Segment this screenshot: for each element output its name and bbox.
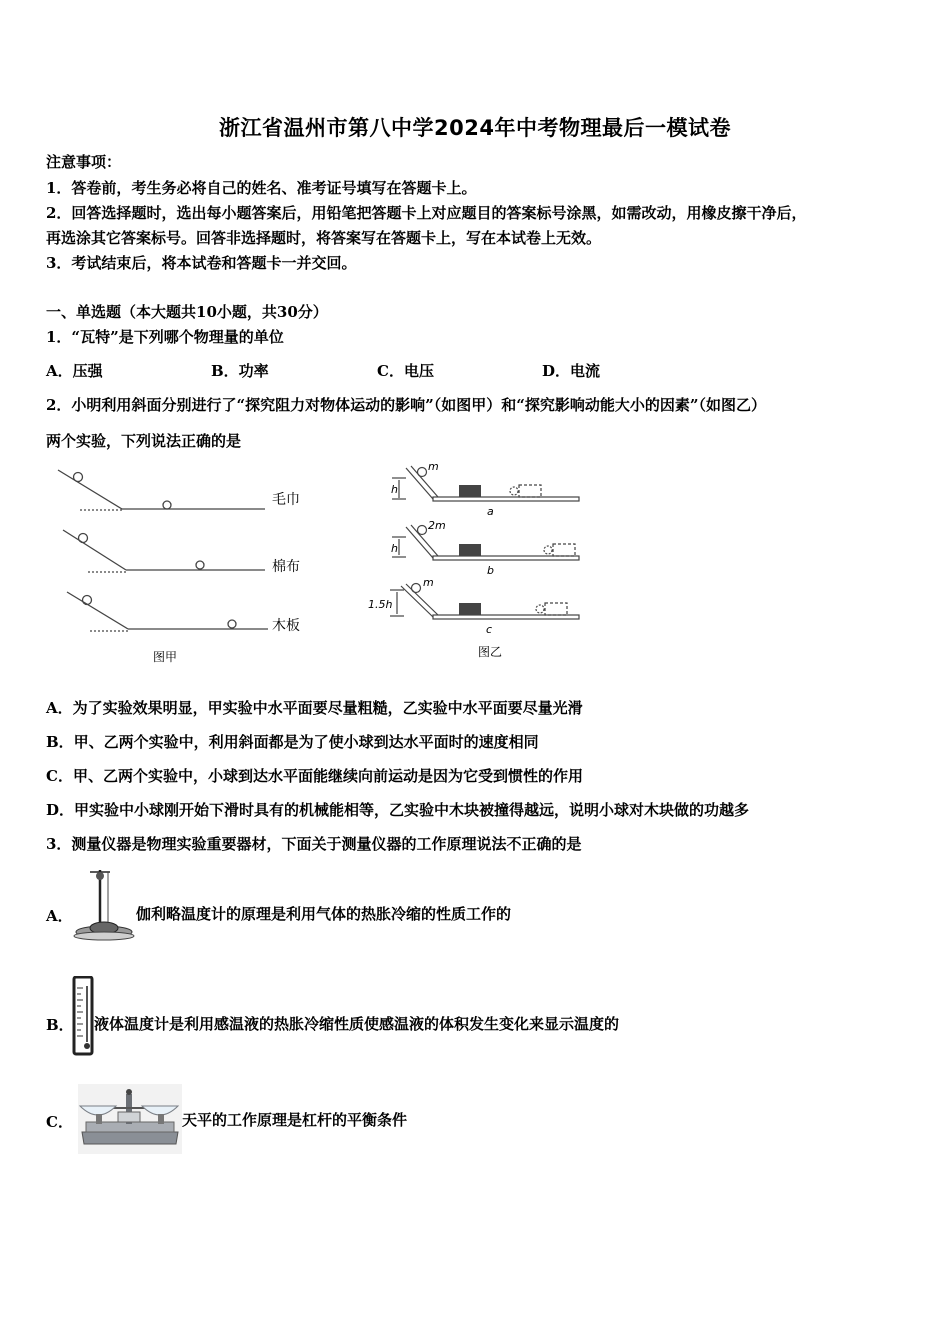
q1-stem: 1．“瓦特”是下列哪个物理量的单位 [46,328,284,346]
q3-option-a-text: 伽利略温度计的原理是利用气体的热胀冷缩的性质工作的 [136,905,512,923]
notice-heading: 注意事项： [46,153,122,171]
q3-option-b-text: 液体温度计是利用感温液的热胀冷缩性质使感温液的体积发生变化来显示温度的 [94,1015,620,1033]
notice-item-2-line-1: 2．回答选择题时，选出每小题答案后，用铅笔把答题卡上对应题目的答案标号涂黑，如需改动，用橡皮擦干净后， [46,204,807,222]
q3-option-b-letter: B． [46,1016,74,1034]
page-title: 浙江省温州市第八中学2024年中考物理最后一模试卷 [219,116,731,140]
section-heading: 一、单选题（本大题共10小题，共30分） [46,303,328,321]
q1-option-c: C．电压 [377,362,434,380]
fig-yi-sub-c: c [486,623,493,636]
q2-option-b: B．甲、乙两个实验中，利用斜面都是为了使小球到达水平面时的速度相同 [46,733,539,751]
galileo-thermometer-image [72,866,136,944]
fig-yi-sub-b: b [487,564,494,577]
liquid-thermometer-image [72,976,94,1056]
balance-scale-image [78,1084,182,1154]
fig-yi-height-a: h [391,483,398,496]
q2-option-a: A．为了实验效果明显，甲实验中水平面要尽量粗糙，乙实验中水平面要尽量光滑 [46,699,583,717]
fig-jia-label-towel: 毛巾 [272,492,300,508]
fig-yi-height-c: 1.5h [368,598,393,611]
q1-option-d: D．电流 [542,362,601,380]
q2-stem-line-2: 两个实验，下列说法正确的是 [46,432,242,450]
q2-stem-line-1: 2．小明利用斜面分别进行了“探究阻力对物体运动的影响”（如图甲）和“探究影响动能大小的因素”（如图乙） [46,396,766,414]
notice-item-3: 3．考试结束后，将本试卷和答题卡一并交回。 [46,254,357,272]
notice-item-2-line-2: 再选涂其它答案标号。回答非选择题时，将答案写在答题卡上，写在本试卷上无效。 [46,229,602,247]
fig-yi-mass-b: 2m [428,519,446,532]
figure-yi [362,462,592,667]
q2-option-c: C．甲、乙两个实验中，小球到达水平面能继续向前运动是因为它受到惯性的作用 [46,767,583,785]
q2-option-d: D．甲实验中小球刚开始下滑时具有的机械能相等，乙实验中木块被撞得越远，说明小球对木块做的功越多 [46,801,750,819]
fig-jia-caption: 图甲 [153,650,178,664]
fig-jia-label-board: 木板 [272,618,300,634]
q3-option-c-letter: C． [46,1113,73,1131]
q3-option-c-text: 天平的工作原理是杠杆的平衡条件 [182,1111,408,1129]
fig-jia-label-cotton: 棉布 [272,559,300,575]
q1-option-b: B．功率 [211,362,269,380]
fig-yi-height-b: h [391,542,398,555]
q3-stem: 3．测量仪器是物理实验重要器材，下面关于测量仪器的工作原理说法不正确的是 [46,835,582,853]
fig-yi-mass-c: m [423,576,434,589]
fig-yi-caption: 图乙 [478,645,503,659]
notice-item-1: 1．答卷前，考生务必将自己的姓名、准考证号填写在答题卡上。 [46,179,477,197]
fig-yi-sub-a: a [487,505,494,518]
q1-option-a: A．压强 [46,362,103,380]
figure-jia [50,462,330,672]
q3-option-a-letter: A． [46,907,73,925]
fig-yi-mass-a: m [428,462,439,473]
